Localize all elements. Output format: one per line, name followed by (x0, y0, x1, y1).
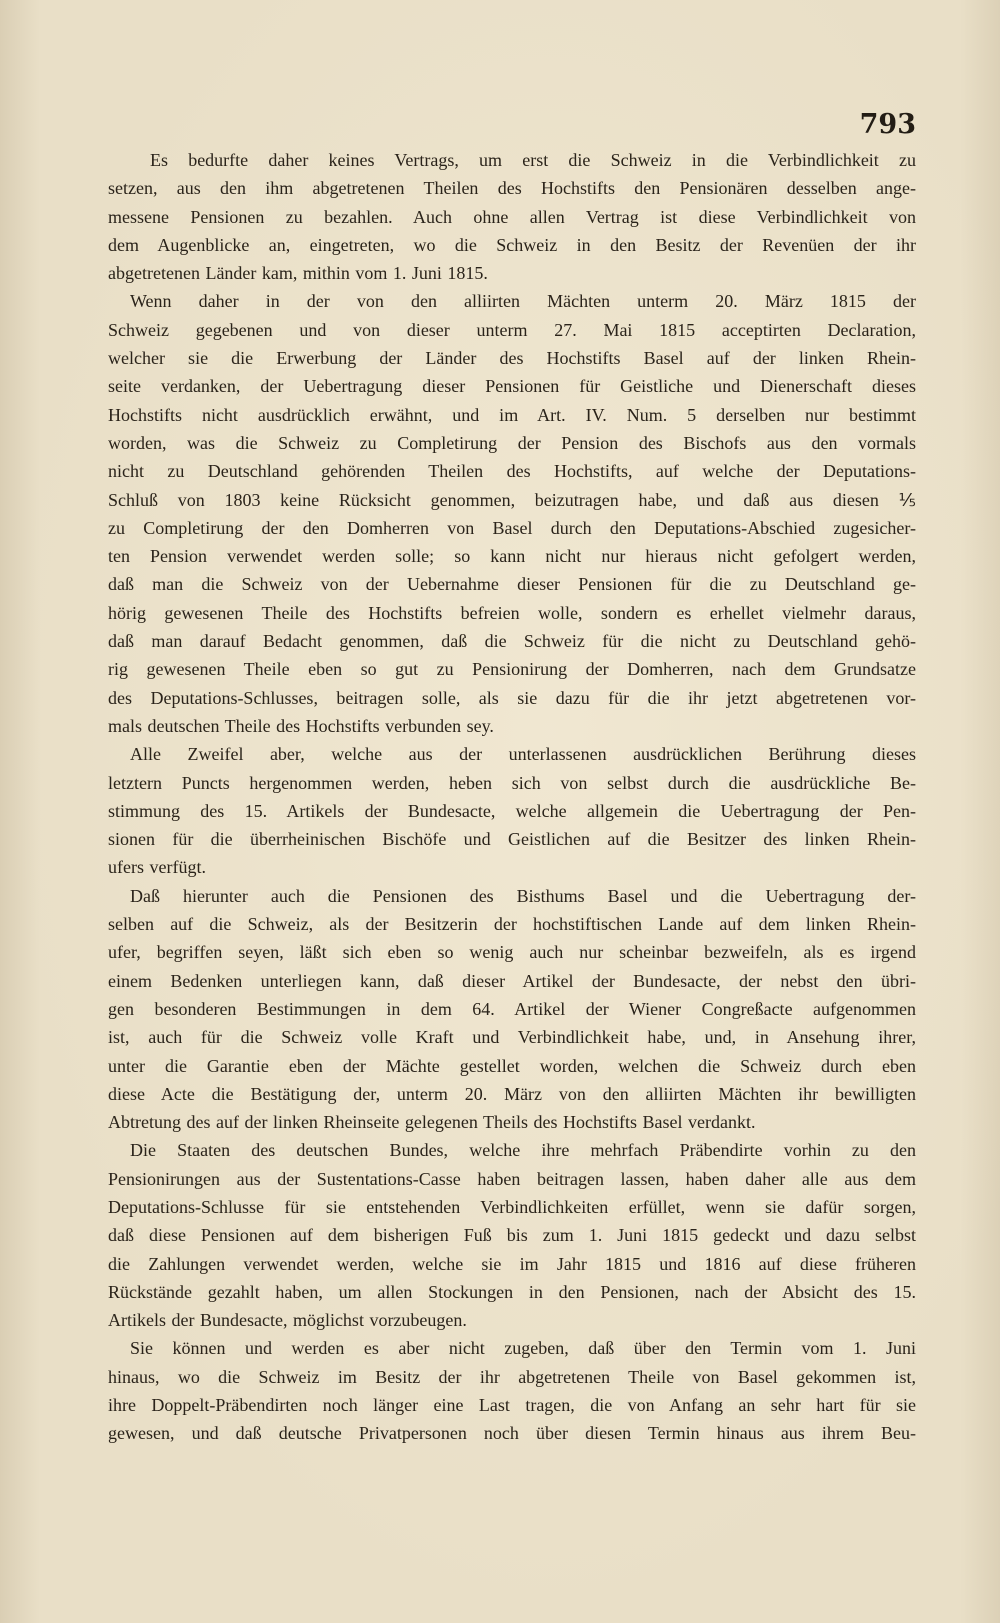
paragraph (108, 287, 916, 740)
text-line: Sie können und werden es aber nicht zugeben, daß über den Termin vom 1. Juni (130, 1338, 916, 1359)
text-line: gen besonderen Bestimmungen in dem 64. Artikel der Wiener Congreßacte aufgenommen (108, 998, 916, 1019)
text-line: setzen, aus den ihm abgetretenen Theilen des Hochstifts den Pensionären desselben ange- (108, 178, 916, 199)
paragraph (108, 146, 916, 287)
paragraph (108, 1334, 916, 1447)
text-line: seite verdanken, der Uebertragung dieser Pensionen für Geistliche und Dienerschaft dieses (108, 376, 916, 397)
text-line: Artikels der Bundesacte, möglichst vorzubeugen. (108, 1310, 467, 1331)
text-line: des Deputations-Schlusses, beitragen solle, als sie dazu für die ihr jetzt abgetretenen vor- (108, 687, 916, 708)
text-line: Daß hierunter auch die Pensionen des Bisthums Basel und die Uebertragung der- (130, 885, 916, 906)
paragraph (108, 1136, 916, 1334)
page-number: 793 (859, 109, 916, 140)
text-line: hörig gewesenen Theile des Hochstifts befreien wolle, sondern es erhellet vielmehr daraus, (108, 602, 916, 623)
text-line: unter die Garantie eben der Mächte gestellet worden, welchen die Schweiz durch eben (108, 1055, 916, 1076)
text-line: selben auf die Schweiz, als der Besitzerin der hochstiftischen Lande auf dem linken Rhein- (108, 914, 916, 935)
text-line: worden, was die Schweiz zu Completirung der Pension des Bischofs aus den vormals (108, 432, 916, 453)
text-line: Die Staaten des deutschen Bundes, welche ihre mehrfach Präbendirte vorhin zu den (130, 1140, 916, 1161)
text-line: sionen für die überrheinischen Bischöfe und Geistlichen auf die Besitzer des linken Rhein- (108, 829, 916, 850)
text-line: Rückstände gezahlt haben, um allen Stockungen in den Pensionen, nach der Absicht des 15. (108, 1281, 916, 1302)
text-line: diese Acte die Bestätigung der, unterm 20. März von den alliirten Mächten ihr bewilligten (108, 1083, 916, 1104)
text-line: Hochstifts nicht ausdrücklich erwähnt, und im Art. IV. Num. 5 derselben nur bestimmt (108, 404, 916, 425)
text-line: nicht zu Deutschland gehörenden Theilen des Hochstifts, auf welche der Deputations- (108, 461, 916, 482)
text-line: Alle Zweifel aber, welche aus der unterlassenen ausdrücklichen Berührung dieses (130, 744, 916, 765)
text-line: messene Pensionen zu bezahlen. Auch ohne allen Vertrag ist diese Verbindlichkeit von (108, 206, 916, 227)
text-line: hinaus, wo die Schweiz im Besitz der ihr abgetretenen Theile von Basel gekommen ist, (108, 1366, 916, 1387)
text-line: rig gewesenen Theile eben so gut zu Pensionirung der Domherren, nach dem Grundsatze (108, 659, 916, 680)
text-line: zu Completirung der den Domherren von Basel durch den Deputations-Abschied zugesicher- (108, 517, 916, 538)
text-line: Abtretung des auf der linken Rheinseite gelegenen Theils des Hochstifts Basel verdankt. (108, 1112, 756, 1133)
text-line: dem Augenblicke an, eingetreten, wo die Schweiz in den Besitz der Revenüen der ihr (108, 234, 916, 255)
text-line: Deputations-Schlusse für sie entstehenden Verbindlichkeiten erfüllet, wenn sie dafür sorgen, (108, 1196, 916, 1217)
text-line: stimmung des 15. Artikels der Bundesacte, welche allgemein die Uebertragung der Pen- (108, 800, 916, 821)
text-line: Pensionirungen aus der Sustentations-Casse haben beitragen lassen, haben daher alle aus dem (108, 1168, 916, 1189)
text-line: daß diese Pensionen auf dem bisherigen Fuß bis zum 1. Juni 1815 gedeckt und dazu selbst (108, 1225, 916, 1246)
text-line: ten Pension verwendet werden solle; so kann nicht nur hieraus nicht gefolgert werden, (108, 546, 916, 567)
text-line: letztern Puncts hergenommen werden, heben sich von selbst durch die ausdrückliche Be- (108, 772, 916, 793)
text-line: welcher sie die Erwerbung der Länder des Hochstifts Basel auf der linken Rhein- (108, 348, 916, 369)
text-line: abgetretenen Länder kam, mithin vom 1. Juni 1815. (108, 263, 488, 284)
text-line: gewesen, und daß deutsche Privatpersonen noch über diesen Termin hinaus aus ihrem Beu- (108, 1423, 916, 1444)
paragraph (108, 882, 916, 1137)
text-line: mals deutschen Theile des Hochstifts verbunden sey. (108, 715, 494, 736)
body-text (108, 146, 916, 1448)
text-line: einem Bedenken unterliegen kann, daß dieser Artikel der Bundesacte, der nebst den übri- (108, 970, 916, 991)
text-line: ist, auch für die Schweiz volle Kraft und Verbindlichkeit habe, und, in Ansehung ihrer, (108, 1027, 916, 1048)
text-line: daß man die Schweiz von der Uebernahme dieser Pensionen für die zu Deutschland ge- (108, 574, 916, 595)
text-line: ufer, begriffen seyen, läßt sich eben so wenig auch nur scheinbar bezweifeln, als es irgend (108, 942, 916, 963)
text-line: daß man darauf Bedacht genommen, daß die Schweiz für die nicht zu Deutschland gehö- (108, 631, 916, 652)
text-line: Wenn daher in der von den alliirten Mächten unterm 20. März 1815 der (130, 291, 916, 312)
text-line: Schluß von 1803 keine Rücksicht genommen, beizutragen habe, und daß aus diesen ⅕ (108, 489, 916, 510)
text-line: die Zahlungen verwendet werden, welche sie im Jahr 1815 und 1816 auf diese früheren (108, 1253, 916, 1274)
text-line: ufers verfügt. (108, 857, 206, 878)
text-line: ihre Doppelt-Präbendirten noch länger eine Last tragen, die von Anfang an sehr hart für sie (108, 1395, 916, 1416)
text-line: Schweiz gegebenen und von dieser unterm 27. Mai 1815 acceptirten Declaration, (108, 319, 916, 340)
text-line: Es bedurfte daher keines Vertrags, um erst die Schweiz in die Verbindlichkeit zu (150, 150, 916, 170)
paragraph (108, 740, 916, 881)
